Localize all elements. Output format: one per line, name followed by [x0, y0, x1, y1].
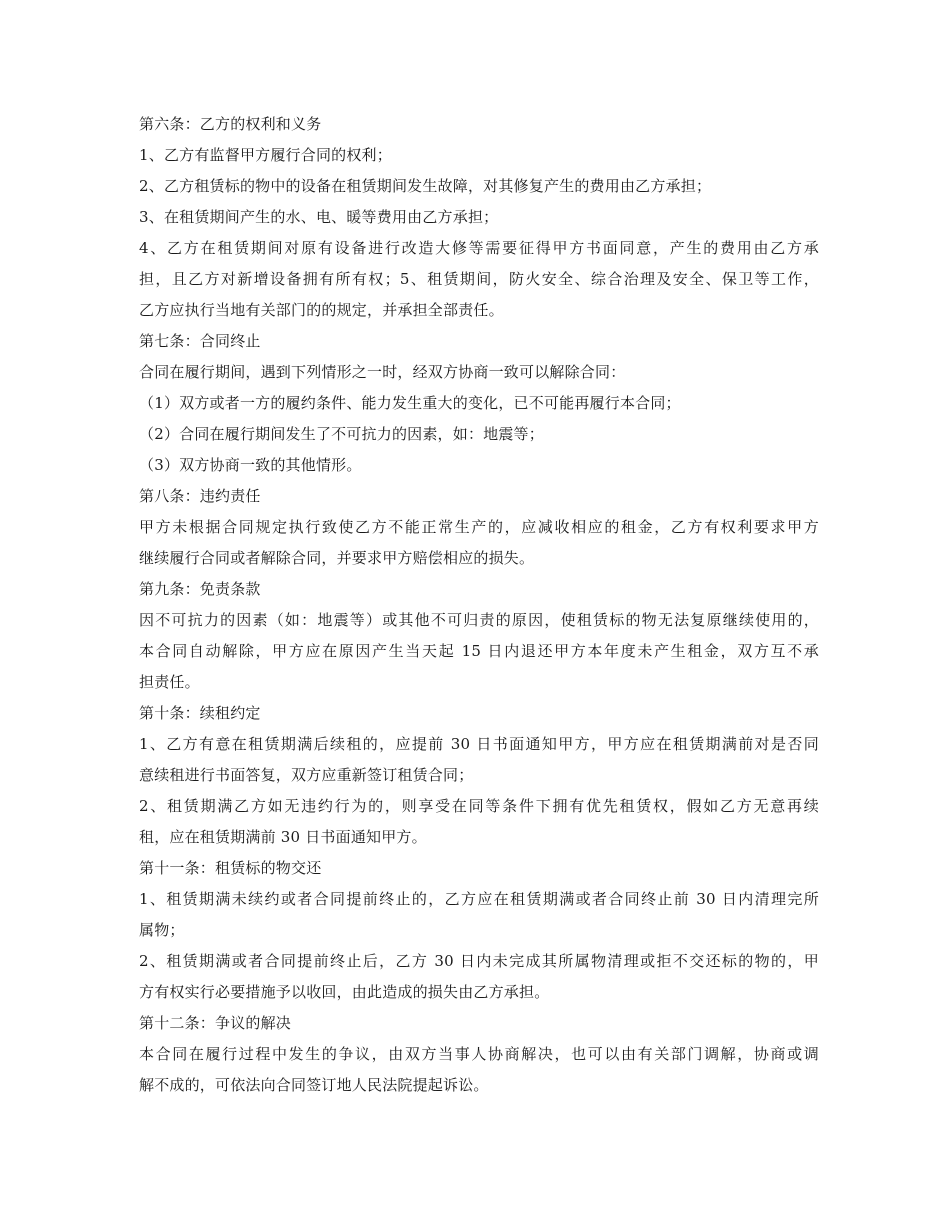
text-line: 第十条：续租约定 — [139, 704, 261, 722]
text-line: 因不可抗力的因素（如：地震等）或其他不可归责的原因，使租赁标的物无法复原继续使用的， — [139, 611, 819, 629]
text-line: 合同在履行期间，遇到下列情形之一时，经双方协商一致可以解除合同： — [139, 363, 626, 381]
text-line: 第十二条：争议的解决 — [139, 1014, 292, 1032]
text-line: 第六条：乙方的权利和义务 — [139, 115, 322, 133]
text-line: （3）双方协商一致的其他情形。 — [139, 456, 362, 474]
text-line: 3、在租赁期间产生的水、电、暖等费用由乙方承担； — [139, 208, 499, 226]
text-line: （2）合同在履行期间发生了不可抗力的因素，如：地震等； — [139, 425, 544, 443]
text-line: 继续履行合同或者解除合同，并要求甲方赔偿相应的损失。 — [139, 549, 535, 567]
text-line: 1、乙方有监督甲方履行合同的权利； — [139, 146, 392, 164]
text-line: 乙方应执行当地有关部门的的规定，并承担全部责任。 — [139, 301, 504, 319]
text-line: 租，应在租赁期满前 30 日书面通知甲方。 — [139, 828, 427, 846]
text-line: （1）双方或者一方的履约条件、能力发生重大的变化，已不可能再履行本合同； — [139, 394, 681, 412]
text-line: 2、租赁期满或者合同提前终止后，乙方 30 日内未完成其所属物清理或拒不交还标的物的，甲 — [139, 952, 819, 970]
text-line: 1、乙方有意在租赁期满后续租的，应提前 30 日书面通知甲方，甲方应在租赁期满前对是否同 — [139, 735, 819, 753]
text-line: 1、租赁期满未续约或者合同提前终止的，乙方应在租赁期满或者合同终止前 30 日内清理完所 — [139, 890, 819, 908]
text-line: 本合同自动解除，甲方应在原因产生当天起 15 日内退还甲方本年度未产生租金，双方互不承 — [139, 642, 819, 660]
text-line: 第八条：违约责任 — [139, 487, 261, 505]
text-line: 第十一条：租赁标的物交还 — [139, 859, 322, 877]
document-page — [139, 109, 819, 1101]
text-line: 担，且乙方对新增设备拥有所有权；5、租赁期间，防火安全、综合治理及安全、保卫等工作， — [139, 270, 819, 288]
text-line: 意续租进行书面答复，双方应重新签订租赁合同； — [139, 766, 474, 784]
text-line: 4、乙方在租赁期间对原有设备进行改造大修等需要征得甲方书面同意，产生的费用由乙方承 — [139, 239, 819, 257]
text-line: 甲方未根据合同规定执行致使乙方不能正常生产的，应减收相应的租金，乙方有权利要求甲方 — [139, 518, 819, 536]
text-line: 属物； — [139, 921, 185, 939]
text-line: 解不成的，可依法向合同签订地人民法院提起诉讼。 — [139, 1076, 489, 1094]
text-line: 2、租赁期满乙方如无违约行为的，则享受在同等条件下拥有优先租赁权，假如乙方无意再续 — [139, 797, 819, 815]
text-line: 本合同在履行过程中发生的争议，由双方当事人协商解决，也可以由有关部门调解，协商或调 — [139, 1045, 819, 1063]
text-line: 2、乙方租赁标的物中的设备在租赁期间发生故障，对其修复产生的费用由乙方承担； — [139, 177, 712, 195]
text-line: 第九条：免责条款 — [139, 580, 261, 598]
text-line: 方有权实行必要措施予以收回，由此造成的损失由乙方承担。 — [139, 983, 550, 1001]
text-line: 担责任。 — [139, 673, 200, 691]
text-line: 第七条：合同终止 — [139, 332, 261, 350]
